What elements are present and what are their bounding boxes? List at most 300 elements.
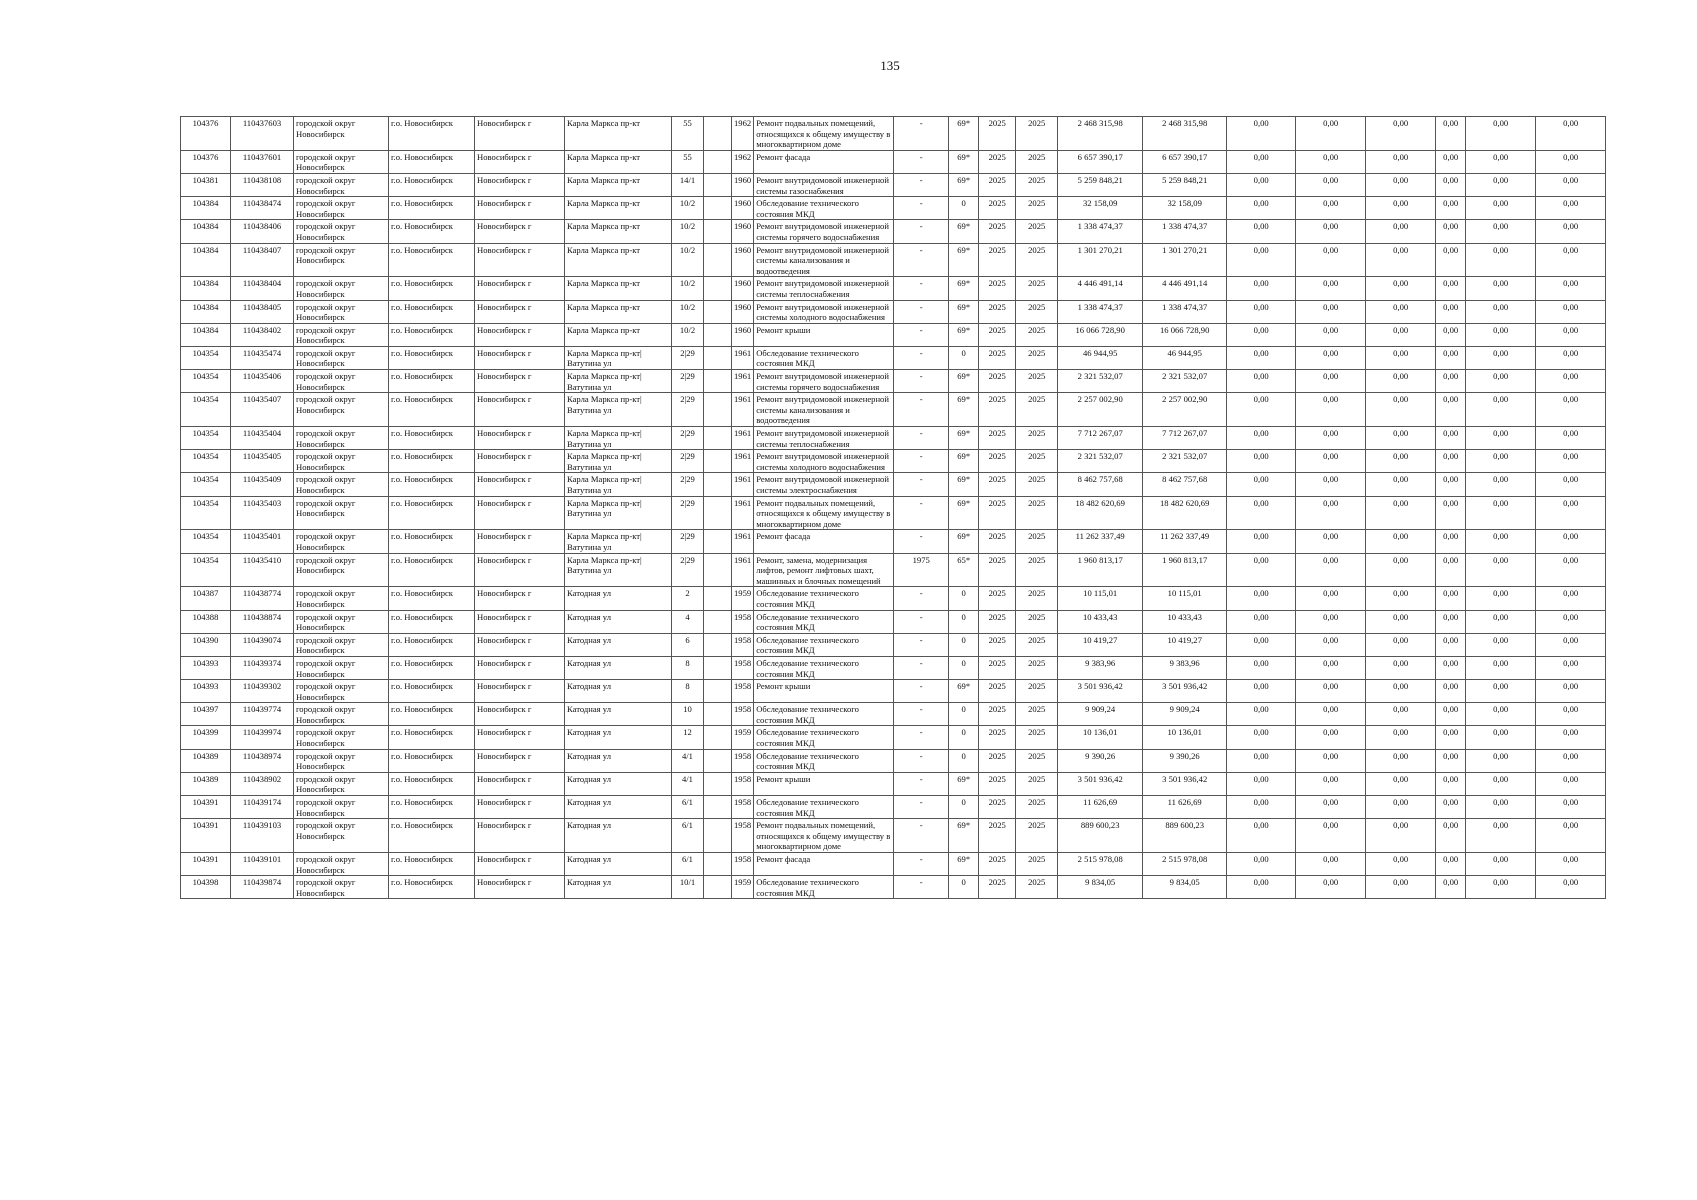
amount-cell: 0,00 [1366,680,1436,703]
plan-year-end-cell: 2025 [1016,393,1058,427]
amount-cell: 0,00 [1296,197,1366,220]
fund-cost-cell: 1 301 270,21 [1143,243,1227,277]
amount-cell: 0,00 [1536,819,1606,853]
district-cell: городской округ Новосибирск [294,346,389,369]
house-number-cell: 8 [672,656,704,679]
amount-cell: 0,00 [1436,656,1466,679]
work-code-cell: 110435409 [231,473,294,496]
lift-year-cell: - [894,277,949,300]
work-code-cell: 110438874 [231,610,294,633]
build-year-cell: 1960 [732,277,754,300]
amount-cell: 0,00 [1436,323,1466,346]
amount-cell: 0,00 [1436,876,1466,899]
amount-cell: 0,00 [1296,703,1366,726]
total-cost-cell: 16 066 728,90 [1058,323,1143,346]
table-row [181,796,1606,819]
total-cost-cell: 6 657 390,17 [1058,150,1143,173]
house-id-cell: 104381 [181,173,231,196]
lift-year-cell: - [894,610,949,633]
plan-year-end-cell: 2025 [1016,243,1058,277]
total-cost-cell: 10 433,43 [1058,610,1143,633]
amount-cell: 0,00 [1227,610,1296,633]
amount-cell: 0,00 [1436,150,1466,173]
table-row [181,610,1606,633]
plan-year-start-cell: 2025 [979,680,1016,703]
build-year-cell: 1958 [732,680,754,703]
amount-cell: 0,00 [1436,680,1466,703]
letter-cell [704,772,732,795]
plan-year-start-cell: 2025 [979,656,1016,679]
house-number-cell: 10/2 [672,220,704,243]
amount-cell: 0,00 [1536,370,1606,393]
district-cell: городской округ Новосибирск [294,117,389,151]
locality-cell: Новосибирск г [475,726,565,749]
house-id-cell: 104384 [181,300,231,323]
locality-cell: Новосибирск г [475,370,565,393]
build-year-cell: 1962 [732,150,754,173]
house-id-cell: 104354 [181,346,231,369]
letter-cell [704,853,732,876]
locality-cell: Новосибирск г [475,610,565,633]
amount-cell: 0,00 [1227,853,1296,876]
district-cell: городской округ Новосибирск [294,496,389,530]
lift-year-cell: - [894,772,949,795]
lift-year-cell: - [894,220,949,243]
plan-year-start-cell: 2025 [979,277,1016,300]
fund-cost-cell: 1 338 474,37 [1143,220,1227,243]
letter-cell [704,703,732,726]
municipality-cell: г.о. Новосибирск [389,819,475,853]
wear-cell: 0 [949,726,979,749]
house-id-cell: 104384 [181,197,231,220]
fund-cost-cell: 9 834,05 [1143,876,1227,899]
district-cell: городской округ Новосибирск [294,277,389,300]
table-row [181,277,1606,300]
amount-cell: 0,00 [1466,393,1536,427]
wear-cell: 69* [949,473,979,496]
amount-cell: 0,00 [1466,853,1536,876]
lift-year-cell: - [894,819,949,853]
house-number-cell: 10/2 [672,277,704,300]
work-type-cell: Обследование технического состояния МКД [754,587,894,610]
wear-cell: 0 [949,749,979,772]
letter-cell [704,323,732,346]
wear-cell: 0 [949,703,979,726]
work-type-cell: Обследование технического состояния МКД [754,197,894,220]
amount-cell: 0,00 [1536,610,1606,633]
works-table [180,116,1606,899]
total-cost-cell: 32 158,09 [1058,197,1143,220]
municipality-cell: г.о. Новосибирск [389,680,475,703]
letter-cell [704,819,732,853]
amount-cell: 0,00 [1296,427,1366,450]
plan-year-end-cell: 2025 [1016,530,1058,553]
work-code-cell: 110435474 [231,346,294,369]
municipality-cell: г.о. Новосибирск [389,496,475,530]
amount-cell: 0,00 [1466,587,1536,610]
amount-cell: 0,00 [1296,450,1366,473]
table-row [181,726,1606,749]
letter-cell [704,749,732,772]
amount-cell: 0,00 [1366,772,1436,795]
fund-cost-cell: 889 600,23 [1143,819,1227,853]
amount-cell: 0,00 [1536,703,1606,726]
plan-year-end-cell: 2025 [1016,703,1058,726]
table-row [181,393,1606,427]
total-cost-cell: 1 301 270,21 [1058,243,1143,277]
fund-cost-cell: 6 657 390,17 [1143,150,1227,173]
work-code-cell: 110438902 [231,772,294,795]
street-cell: Карла Маркса пр-кт [565,173,672,196]
district-cell: городской округ Новосибирск [294,530,389,553]
amount-cell: 0,00 [1466,323,1536,346]
amount-cell: 0,00 [1296,277,1366,300]
fund-cost-cell: 10 433,43 [1143,610,1227,633]
wear-cell: 0 [949,633,979,656]
amount-cell: 0,00 [1366,323,1436,346]
plan-year-start-cell: 2025 [979,300,1016,323]
build-year-cell: 1960 [732,300,754,323]
plan-year-start-cell: 2025 [979,243,1016,277]
district-cell: городской округ Новосибирск [294,220,389,243]
amount-cell: 0,00 [1296,610,1366,633]
amount-cell: 0,00 [1227,427,1296,450]
total-cost-cell: 3 501 936,42 [1058,680,1143,703]
build-year-cell: 1958 [732,610,754,633]
amount-cell: 0,00 [1296,346,1366,369]
build-year-cell: 1959 [732,726,754,749]
build-year-cell: 1960 [732,243,754,277]
table-row [181,587,1606,610]
house-id-cell: 104388 [181,610,231,633]
locality-cell: Новосибирск г [475,703,565,726]
lift-year-cell: - [894,450,949,473]
municipality-cell: г.о. Новосибирск [389,117,475,151]
street-cell: Катодная ул [565,853,672,876]
work-type-cell: Ремонт внутридомовой инженерной системы канализования и водоотведения [754,243,894,277]
house-number-cell: 4 [672,610,704,633]
build-year-cell: 1959 [732,876,754,899]
amount-cell: 0,00 [1366,610,1436,633]
amount-cell: 0,00 [1366,726,1436,749]
amount-cell: 0,00 [1536,117,1606,151]
lift-year-cell: - [894,796,949,819]
work-type-cell: Обследование технического состояния МКД [754,726,894,749]
plan-year-end-cell: 2025 [1016,150,1058,173]
lift-year-cell: - [894,473,949,496]
plan-year-start-cell: 2025 [979,633,1016,656]
street-cell: Катодная ул [565,703,672,726]
amount-cell: 0,00 [1536,553,1606,587]
amount-cell: 0,00 [1227,819,1296,853]
house-id-cell: 104387 [181,587,231,610]
municipality-cell: г.о. Новосибирск [389,553,475,587]
plan-year-start-cell: 2025 [979,393,1016,427]
plan-year-end-cell: 2025 [1016,496,1058,530]
table-row [181,427,1606,450]
district-cell: городской округ Новосибирск [294,656,389,679]
lift-year-cell: - [894,530,949,553]
district-cell: городской округ Новосибирск [294,587,389,610]
house-id-cell: 104390 [181,633,231,656]
amount-cell: 0,00 [1296,530,1366,553]
fund-cost-cell: 5 259 848,21 [1143,173,1227,196]
street-cell: Карла Маркса пр-кт [565,277,672,300]
amount-cell: 0,00 [1466,772,1536,795]
plan-year-end-cell: 2025 [1016,300,1058,323]
amount-cell: 0,00 [1227,656,1296,679]
build-year-cell: 1961 [732,393,754,427]
locality-cell: Новосибирск г [475,772,565,795]
locality-cell: Новосибирск г [475,346,565,369]
amount-cell: 0,00 [1227,796,1296,819]
municipality-cell: г.о. Новосибирск [389,726,475,749]
total-cost-cell: 1 338 474,37 [1058,300,1143,323]
plan-year-start-cell: 2025 [979,220,1016,243]
build-year-cell: 1960 [732,197,754,220]
street-cell: Карла Маркса пр-кт [565,323,672,346]
house-number-cell: 2|29 [672,346,704,369]
plan-year-start-cell: 2025 [979,553,1016,587]
letter-cell [704,346,732,369]
plan-year-end-cell: 2025 [1016,450,1058,473]
amount-cell: 0,00 [1296,819,1366,853]
work-code-cell: 110439974 [231,726,294,749]
locality-cell: Новосибирск г [475,393,565,427]
fund-cost-cell: 3 501 936,42 [1143,680,1227,703]
lift-year-cell: - [894,197,949,220]
plan-year-start-cell: 2025 [979,473,1016,496]
wear-cell: 69* [949,220,979,243]
table-row [181,150,1606,173]
house-number-cell: 2|29 [672,370,704,393]
plan-year-start-cell: 2025 [979,427,1016,450]
work-type-cell: Обследование технического состояния МКД [754,876,894,899]
letter-cell [704,610,732,633]
locality-cell: Новосибирск г [475,277,565,300]
amount-cell: 0,00 [1436,473,1466,496]
work-code-cell: 110439302 [231,680,294,703]
wear-cell: 69* [949,680,979,703]
work-type-cell: Обследование технического состояния МКД [754,346,894,369]
table-row [181,117,1606,151]
build-year-cell: 1962 [732,117,754,151]
amount-cell: 0,00 [1296,393,1366,427]
letter-cell [704,370,732,393]
table-body [181,117,1606,899]
wear-cell: 69* [949,427,979,450]
municipality-cell: г.о. Новосибирск [389,772,475,795]
work-code-cell: 110435401 [231,530,294,553]
build-year-cell: 1961 [732,473,754,496]
amount-cell: 0,00 [1366,220,1436,243]
wear-cell: 69* [949,150,979,173]
table-row [181,173,1606,196]
amount-cell: 0,00 [1466,876,1536,899]
amount-cell: 0,00 [1436,633,1466,656]
fund-cost-cell: 2 321 532,07 [1143,370,1227,393]
work-type-cell: Ремонт крыши [754,680,894,703]
letter-cell [704,726,732,749]
amount-cell: 0,00 [1366,656,1436,679]
municipality-cell: г.о. Новосибирск [389,876,475,899]
fund-cost-cell: 9 390,26 [1143,749,1227,772]
house-number-cell: 6/1 [672,819,704,853]
work-type-cell: Ремонт, замена, модернизация лифтов, ремонт лифтовых шахт, машинных и блочных помещений [754,553,894,587]
plan-year-end-cell: 2025 [1016,796,1058,819]
table-row [181,300,1606,323]
total-cost-cell: 9 834,05 [1058,876,1143,899]
wear-cell: 0 [949,796,979,819]
locality-cell: Новосибирск г [475,496,565,530]
amount-cell: 0,00 [1436,197,1466,220]
amount-cell: 0,00 [1466,633,1536,656]
amount-cell: 0,00 [1436,243,1466,277]
table-row [181,749,1606,772]
district-cell: городской округ Новосибирск [294,243,389,277]
amount-cell: 0,00 [1227,772,1296,795]
street-cell: Карла Маркса пр-кт| Ватутина ул [565,496,672,530]
amount-cell: 0,00 [1466,427,1536,450]
amount-cell: 0,00 [1296,633,1366,656]
amount-cell: 0,00 [1436,610,1466,633]
work-type-cell: Обследование технического состояния МКД [754,633,894,656]
plan-year-end-cell: 2025 [1016,473,1058,496]
work-type-cell: Обследование технического состояния МКД [754,749,894,772]
plan-year-end-cell: 2025 [1016,427,1058,450]
district-cell: городской округ Новосибирск [294,450,389,473]
amount-cell: 0,00 [1227,553,1296,587]
house-number-cell: 10/2 [672,197,704,220]
build-year-cell: 1958 [732,703,754,726]
locality-cell: Новосибирск г [475,749,565,772]
fund-cost-cell: 2 515 978,08 [1143,853,1227,876]
plan-year-start-cell: 2025 [979,587,1016,610]
amount-cell: 0,00 [1366,300,1436,323]
total-cost-cell: 3 501 936,42 [1058,772,1143,795]
work-type-cell: Ремонт внутридомовой инженерной системы горячего водоснабжения [754,220,894,243]
plan-year-start-cell: 2025 [979,117,1016,151]
work-code-cell: 110439874 [231,876,294,899]
house-id-cell: 104384 [181,220,231,243]
amount-cell: 0,00 [1227,243,1296,277]
house-id-cell: 104354 [181,473,231,496]
fund-cost-cell: 8 462 757,68 [1143,473,1227,496]
plan-year-end-cell: 2025 [1016,853,1058,876]
table-row [181,633,1606,656]
amount-cell: 0,00 [1536,450,1606,473]
work-code-cell: 110435410 [231,553,294,587]
wear-cell: 69* [949,173,979,196]
total-cost-cell: 9 383,96 [1058,656,1143,679]
letter-cell [704,277,732,300]
amount-cell: 0,00 [1227,530,1296,553]
letter-cell [704,173,732,196]
amount-cell: 0,00 [1466,496,1536,530]
fund-cost-cell: 46 944,95 [1143,346,1227,369]
amount-cell: 0,00 [1436,796,1466,819]
fund-cost-cell: 18 482 620,69 [1143,496,1227,530]
fund-cost-cell: 10 115,01 [1143,587,1227,610]
letter-cell [704,450,732,473]
house-id-cell: 104354 [181,450,231,473]
street-cell: Катодная ул [565,796,672,819]
work-type-cell: Ремонт внутридомовой инженерной системы теплоснабжения [754,277,894,300]
fund-cost-cell: 16 066 728,90 [1143,323,1227,346]
house-number-cell: 4/1 [672,749,704,772]
amount-cell: 0,00 [1296,117,1366,151]
lift-year-cell: - [894,300,949,323]
fund-cost-cell: 10 419,27 [1143,633,1227,656]
municipality-cell: г.о. Новосибирск [389,450,475,473]
work-code-cell: 110439174 [231,796,294,819]
street-cell: Катодная ул [565,610,672,633]
amount-cell: 0,00 [1227,726,1296,749]
street-cell: Карла Маркса пр-кт [565,117,672,151]
amount-cell: 0,00 [1536,656,1606,679]
amount-cell: 0,00 [1466,277,1536,300]
build-year-cell: 1959 [732,587,754,610]
district-cell: городской округ Новосибирск [294,173,389,196]
street-cell: Карла Маркса пр-кт [565,220,672,243]
amount-cell: 0,00 [1466,749,1536,772]
plan-year-end-cell: 2025 [1016,277,1058,300]
plan-year-start-cell: 2025 [979,323,1016,346]
amount-cell: 0,00 [1227,220,1296,243]
district-cell: городской округ Новосибирск [294,427,389,450]
total-cost-cell: 4 446 491,14 [1058,277,1143,300]
table-row [181,496,1606,530]
build-year-cell: 1961 [732,370,754,393]
locality-cell: Новосибирск г [475,323,565,346]
build-year-cell: 1958 [732,853,754,876]
work-type-cell: Ремонт внутридомовой инженерной системы газоснабжения [754,173,894,196]
plan-year-start-cell: 2025 [979,796,1016,819]
build-year-cell: 1958 [732,796,754,819]
district-cell: городской округ Новосибирск [294,749,389,772]
amount-cell: 0,00 [1466,197,1536,220]
work-type-cell: Обследование технического состояния МКД [754,656,894,679]
letter-cell [704,680,732,703]
amount-cell: 0,00 [1227,749,1296,772]
build-year-cell: 1960 [732,323,754,346]
house-number-cell: 10/2 [672,323,704,346]
plan-year-end-cell: 2025 [1016,553,1058,587]
street-cell: Карла Маркса пр-кт| Ватутина ул [565,473,672,496]
locality-cell: Новосибирск г [475,819,565,853]
district-cell: городской округ Новосибирск [294,876,389,899]
wear-cell: 69* [949,772,979,795]
amount-cell: 0,00 [1227,173,1296,196]
amount-cell: 0,00 [1436,277,1466,300]
amount-cell: 0,00 [1296,876,1366,899]
house-number-cell: 14/1 [672,173,704,196]
plan-year-end-cell: 2025 [1016,587,1058,610]
letter-cell [704,473,732,496]
amount-cell: 0,00 [1366,277,1436,300]
fund-cost-cell: 1 960 813,17 [1143,553,1227,587]
house-number-cell: 4/1 [672,772,704,795]
amount-cell: 0,00 [1227,703,1296,726]
municipality-cell: г.о. Новосибирск [389,150,475,173]
fund-cost-cell: 1 338 474,37 [1143,300,1227,323]
total-cost-cell: 5 259 848,21 [1058,173,1143,196]
locality-cell: Новосибирск г [475,587,565,610]
lift-year-cell: - [894,876,949,899]
house-number-cell: 12 [672,726,704,749]
house-number-cell: 2|29 [672,450,704,473]
lift-year-cell: 1975 [894,553,949,587]
